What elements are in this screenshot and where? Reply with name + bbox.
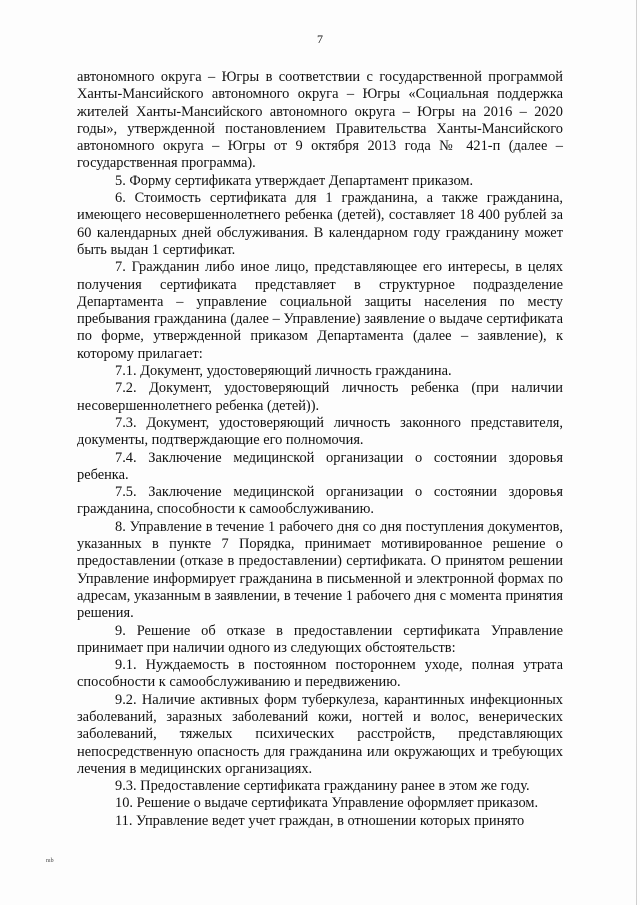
paragraph-7-3: 7.3. Документ, удостоверяющий личность законного представителя, документы, подтверждающие его полномочия.	[77, 414, 563, 449]
paragraph-7-4: 7.4. Заключение медицинской организации о состоянии здоровья ребенка.	[77, 449, 563, 483]
paragraph-8: 8. Управление в течение 1 рабочего дня со дня поступления документов, указанных в пункте 7 Порядка, принимает мотивированное решение о предоставлении (отказе в предоставлении) сертификата. О принятом решении Управление информирует гражданина в письменной и электронной формах по адресам, указанным в заявлении, в течение 1 рабочего дня с момента принятия решения.	[77, 518, 563, 622]
paragraph-6: 6. Стоимость сертификата для 1 гражданина, а также гражданина, имеющего несовершеннолетнего ребенка (детей), составляет 18 400 рублей за 60 календарных дней обслуживания. В календарном году гражданину может быть выдан 1 сертификат.	[77, 190, 563, 258]
page-edge	[636, 0, 637, 905]
paragraph-7: 7. Гражданин либо иное лицо, представляющее его интересы, в целях получения сертификата представляет в структурное подразделение Департамента – управление социальной защиты населения по месту пребывания гражданина (далее – Управление) заявление о выдаче сертификата по форме, утвержденной приказом Департамента (далее – заявление), к которому прилагает:	[77, 259, 563, 362]
page-number: 7	[317, 32, 323, 46]
paragraph-7-2: 7.2. Документ, удостоверяющий личность ребенка (при наличии несовершеннолетнего ребенка (детей)).	[77, 380, 563, 414]
paragraph-11: 11. Управление ведет учет граждан, в отношении которых принято	[115, 812, 525, 829]
paragraph-9-2: 9.2. Наличие активных форм туберкулеза, карантинных инфекционных заболеваний, заразных заболеваний кожи, ногтей и волос, венерических заболеваний, тяжелых психических расстройств, представляющих непосредственную опасность для гражданина или окружающих и требующих лечения в медицинских организациях.	[77, 691, 563, 777]
paragraph-continuation: автономного округа – Югры в соответствии с государственной программой Ханты-Мансийского автономного округа – Югры «Социальная поддержка жителей Ханты-Мансийского автономного округа – Югры на 2016 – 2020 годы», утвержденной постановлением Правительства Ханты-Мансийского автономного округа – Югры от 9 октября 2013 года № 421-п (далее – государственная программа).	[77, 69, 563, 172]
paragraph-5: 5. Форму сертификата утверждает Департамент приказом.	[115, 172, 474, 189]
paragraph-9: 9. Решение об отказе в предоставлении сертификата Управление принимает при наличии одного из следующих обстоятельств:	[77, 622, 563, 656]
paragraph-9-3: 9.3. Предоставление сертификата гражданину ранее в этом же году.	[115, 778, 530, 795]
paragraph-7-1: 7.1. Документ, удостоверяющий личность гражданина.	[115, 363, 452, 380]
paragraph-10: 10. Решение о выдаче сертификата Управление оформляет приказом.	[115, 795, 539, 812]
paragraph-7-5: 7.5. Заключение медицинской организации о состоянии здоровья гражданина, способности к самообслуживанию.	[77, 484, 563, 518]
document-body	[77, 69, 563, 830]
paragraph-9-1: 9.1. Нуждаемость в постоянном постороннем уходе, полная утрата способности к самообслуживанию и передвижению.	[77, 657, 563, 691]
footer-code: nıb	[46, 858, 54, 864]
